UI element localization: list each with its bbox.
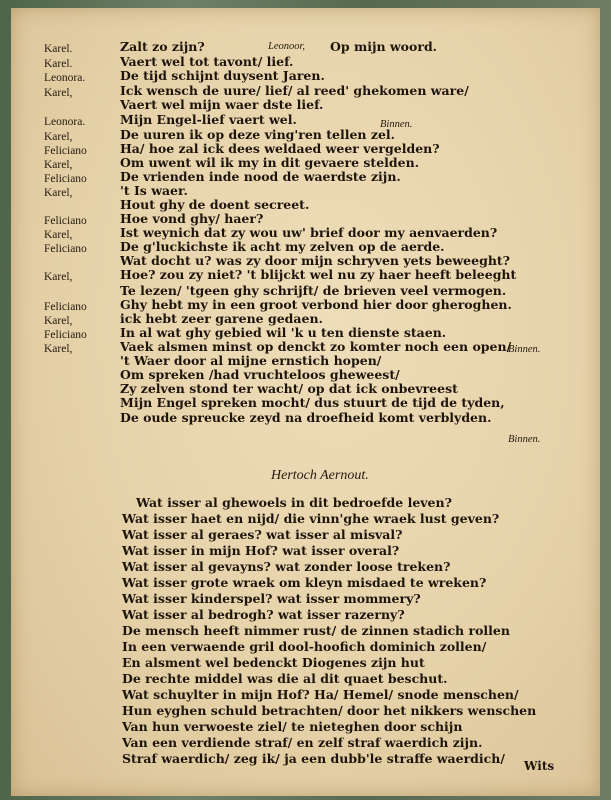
speaker-label: Feliciano xyxy=(44,301,87,313)
dialogue-line: Ist weynich dat zy wou uw' brief door my aenvaerden? xyxy=(120,225,498,240)
dialogue-line: ick hebt zeer garene gedaen. xyxy=(120,311,323,326)
speaker-label: Karel, xyxy=(44,315,73,327)
verse-line: Wat isser al gevayns? wat zonder loose treken? xyxy=(122,559,451,574)
verse-line: Van een verdiende straf/ en zelf straf waerdich zijn. xyxy=(122,735,483,750)
dialogue-line: Mijn Engel spreken mocht/ dus stuurt de tijd de tyden, xyxy=(120,395,505,410)
verse-line: Straf waerdich/ zeg ik/ ja een dubb'le straffe waerdich/ xyxy=(122,751,505,766)
dialogue-line: Vaert wel tot tavont/ lief. xyxy=(120,54,294,69)
stage-direction: Binnen. xyxy=(380,119,413,130)
verse-line: De rechte middel was die al dit quaet beschut. xyxy=(122,671,448,686)
dialogue-line: Ghy hebt my in een groot verbond hier door gheroghen. xyxy=(120,297,512,312)
speaker-note: Leonoor, xyxy=(268,41,306,52)
speaker-label: Karel, xyxy=(44,229,73,241)
dialogue-line: Mijn Engel-lief vaert wel. xyxy=(120,112,297,127)
section-heading: Hertoch Aernout. xyxy=(271,468,369,483)
dialogue-line: Zy zelven stond ter wacht/ op dat ick onbevreest xyxy=(120,381,458,396)
speaker-label: Feliciano xyxy=(44,145,87,157)
stage-direction: Binnen. xyxy=(508,344,541,355)
verse-line: Hun eyghen schuld betrachten/ door het nikkers wenschen xyxy=(122,703,537,718)
dialogue-line: Wat docht u? was zy door mijn schryven yets beweeght? xyxy=(120,253,511,268)
speaker-label: Leonora. xyxy=(44,72,86,84)
dialogue-line: Zalt zo zijn? xyxy=(120,39,205,54)
speaker-label: Leonora. xyxy=(44,116,86,128)
verse-line: Wat isser grote wraek om kleyn misdaed te wreken? xyxy=(122,575,487,590)
verse-line: Wat isser in mijn Hof? wat isser overal? xyxy=(122,543,400,558)
dialogue-line: Hoe vond ghy/ haer? xyxy=(120,211,264,226)
dialogue-line: Om uwent wil ik my in dit gevaere stelden. xyxy=(120,155,420,170)
speaker-label: Karel, xyxy=(44,343,73,355)
verse-line: In een verwaende gril dool-hoofich dominich zollen/ xyxy=(122,639,487,654)
speaker-label: Karel, xyxy=(44,187,73,199)
speaker-label: Karel, xyxy=(44,131,73,143)
verse-line: Wat isser al bedrogh? wat isser razerny? xyxy=(122,607,405,622)
dialogue-line: De g'luckichste ik acht my zelven op de aerde. xyxy=(120,239,445,254)
dialogue-line: Hout ghy de doent secreet. xyxy=(120,197,310,212)
dialogue-line: De vrienden inde nood de waerdste zijn. xyxy=(120,169,401,184)
dialogue-line: Vaert wel mijn waer dste lief. xyxy=(120,97,324,112)
speaker-label: Feliciano xyxy=(44,215,87,227)
dialogue-line: Om spreken /had vruchteloos gheweest/ xyxy=(120,367,400,382)
dialogue-line: 't Is waer. xyxy=(120,183,188,198)
verse-line: Wat isser haet en nijd/ die vinn'ghe wraek lust geven? xyxy=(122,511,500,526)
verse-line: Wat isser al ghewoels in dit bedroefde leven? xyxy=(136,495,452,510)
stage-direction: Binnen. xyxy=(508,434,541,445)
verse-line: En alsment wel bedenckt Diogenes zijn hut xyxy=(122,655,425,670)
catchword: Wits xyxy=(524,759,555,773)
verse-line: Wat isser kinderspel? wat isser mommery? xyxy=(122,591,421,606)
speaker-label: Karel. xyxy=(44,43,73,55)
verse-line: Wat schuylter in mijn Hof? Ha/ Hemel/ snode menschen/ xyxy=(122,687,519,702)
dialogue-line: Vaek alsmen minst op denckt zo komter noch een open/ xyxy=(120,339,512,354)
speaker-label: Karel, xyxy=(44,159,73,171)
speaker-label: Karel, xyxy=(44,87,73,99)
dialogue-line: De uuren ik op deze ving'ren tellen zel. xyxy=(120,127,395,142)
speaker-label: Feliciano xyxy=(44,173,87,185)
speaker-label: Karel, xyxy=(44,271,73,283)
verse-line: De mensch heeft nimmer rust/ de zinnen stadich rollen xyxy=(122,623,510,638)
verse-line: Wat isser al geraes? wat isser al misval? xyxy=(122,527,403,542)
speaker-label: Karel. xyxy=(44,58,73,70)
dialogue-line: Te lezen/ 'tgeen ghy schrijft/ de brieven veel vermogen. xyxy=(120,283,507,298)
dialogue-line: De tijd schijnt duysent Jaren. xyxy=(120,68,325,83)
dialogue-line: 't Waer door al mijne ernstich hopen/ xyxy=(120,353,382,368)
dialogue-line: Hoe? zou zy niet? 't blijckt wel nu zy haer heeft beleeght xyxy=(120,267,517,282)
dialogue-line: De oude spreucke zeyd na droefheid komt verblyden. xyxy=(120,410,492,425)
speaker-label: Feliciano xyxy=(44,243,87,255)
speaker-label: Feliciano xyxy=(44,329,87,341)
dialogue-line: Ha/ hoe zal ick dees weldaed weer vergelden? xyxy=(120,141,440,156)
line-tail: Op mijn woord. xyxy=(330,39,438,54)
verse-line: Van hun verwoeste ziel/ te nieteghen door schijn xyxy=(122,719,463,734)
dialogue-line: In al wat ghy gebied wil 'k u ten dienste staen. xyxy=(120,325,447,340)
dialogue-line: Ick wensch de uure/ lief/ al reed' ghekomen ware/ xyxy=(120,83,469,98)
